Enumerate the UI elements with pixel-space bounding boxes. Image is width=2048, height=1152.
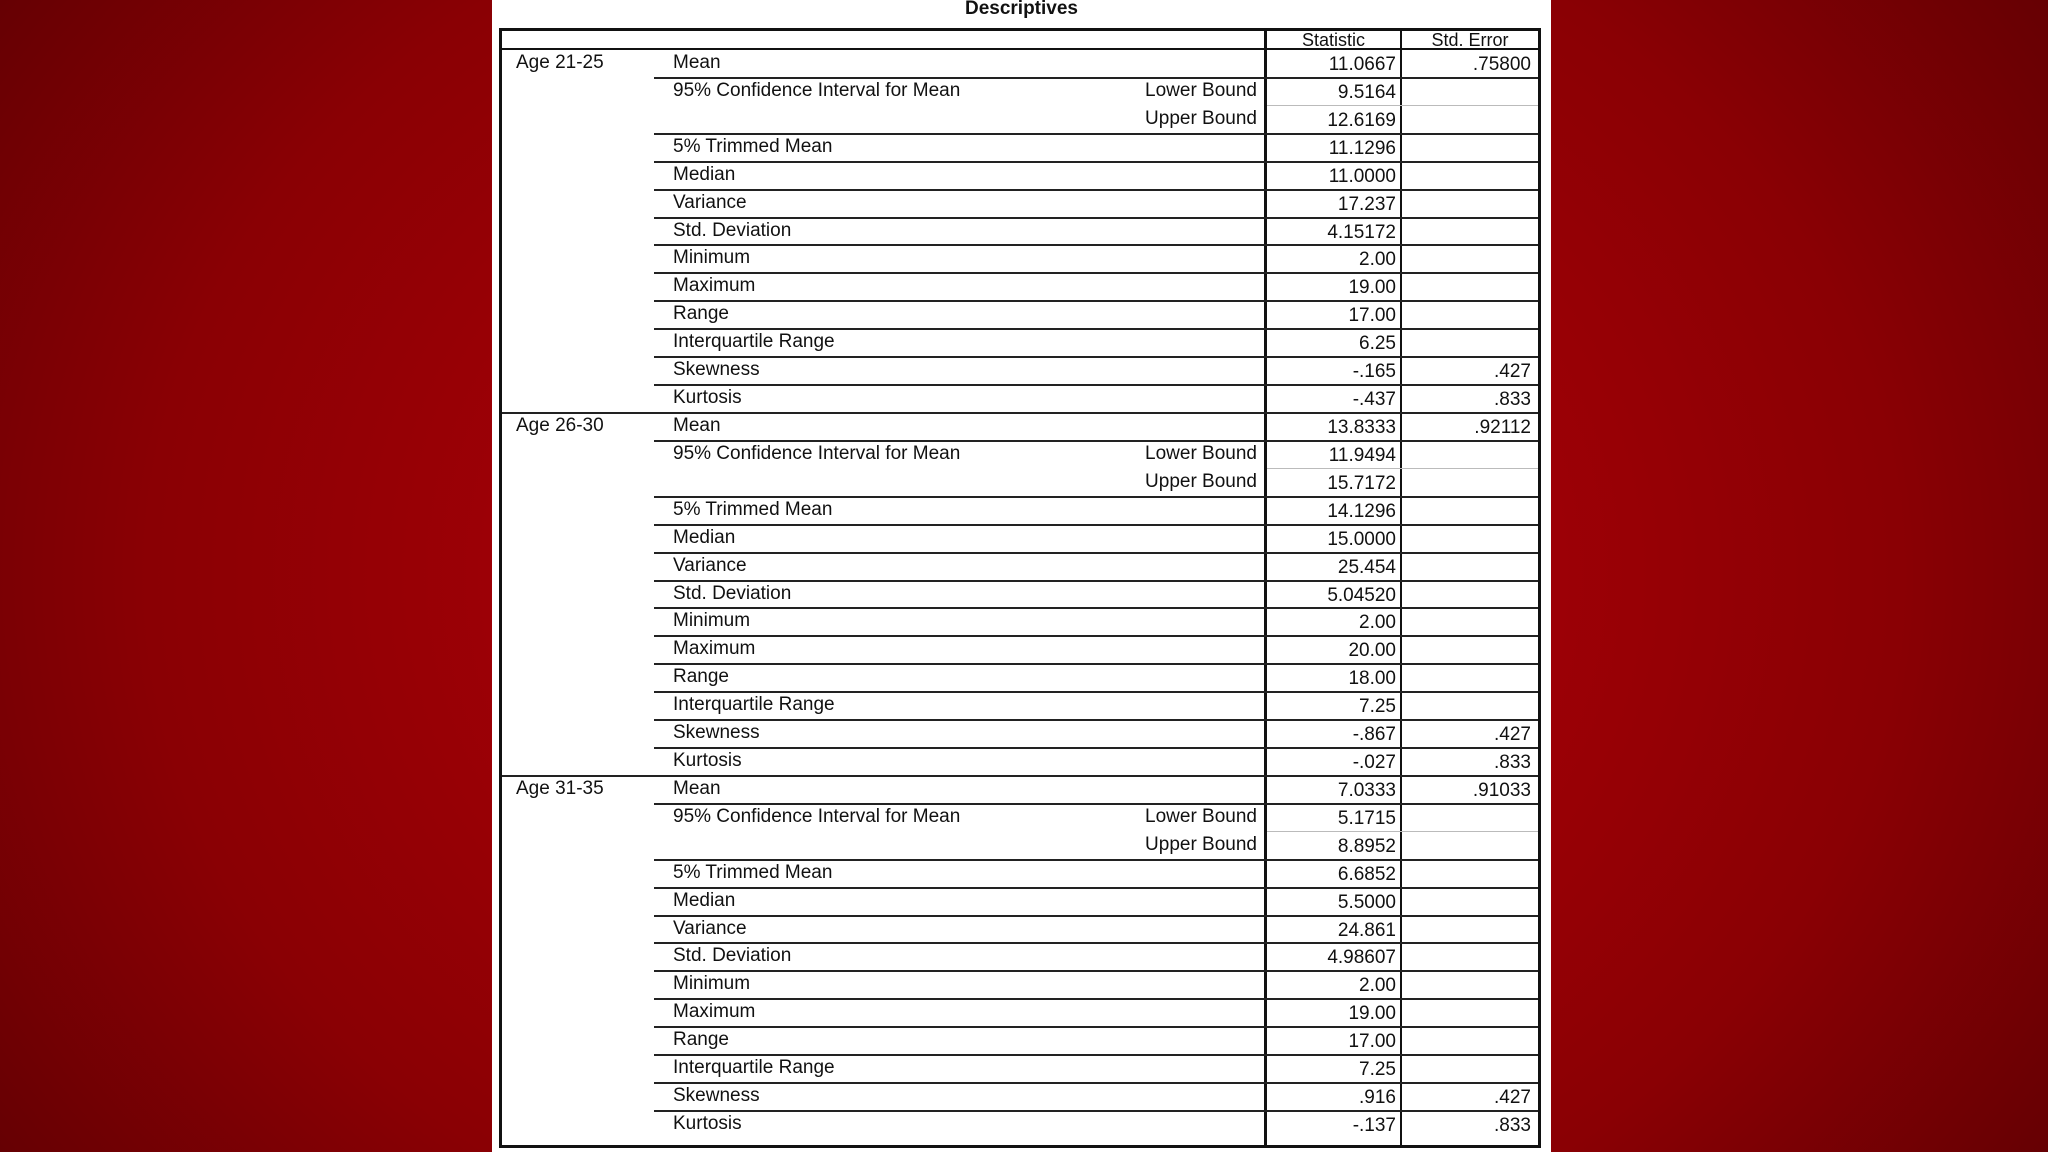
statistic-value: 19.00 (1348, 1003, 1396, 1025)
statistic-value: -.027 (1352, 752, 1396, 773)
bound-label (1101, 887, 1257, 915)
row-label: Mean (673, 777, 721, 799)
statistic-value: 24.861 (1337, 919, 1396, 941)
std-error-value (1402, 302, 1531, 330)
bound-label: Upper Bound (1145, 470, 1257, 492)
row-label: 95% Confidence Interval for Mean (673, 79, 961, 101)
statistic-value: -.137 (1352, 1115, 1396, 1136)
bound-label (1101, 859, 1257, 887)
bound-label (1101, 663, 1257, 691)
bound-label (1101, 998, 1257, 1026)
statistic-column-header: Statistic (1301, 30, 1366, 50)
row-label: 5% Trimmed Mean (673, 498, 833, 520)
row-label: Maximum (673, 1001, 756, 1023)
row-label: Skewness (673, 359, 760, 381)
statistic-value: 11.1296 (1328, 137, 1396, 159)
bound-label (1101, 915, 1257, 943)
std-error-value: .427 (1494, 361, 1531, 383)
statistic-value: 11.0667 (1328, 54, 1396, 75)
descriptives-sheet (492, 0, 1551, 1152)
statistic-value: 19.00 (1348, 277, 1396, 299)
row-label: Kurtosis (673, 1113, 742, 1134)
statistic-value: 17.00 (1348, 305, 1396, 327)
std-error-value (1402, 609, 1531, 637)
statistic-value: -.437 (1352, 389, 1396, 410)
statistic-value: 6.6852 (1337, 863, 1396, 885)
statistic-value: 2.00 (1359, 612, 1396, 634)
bound-label (1101, 217, 1257, 245)
row-label: 5% Trimmed Mean (673, 861, 833, 883)
statistic-value: 5.1715 (1337, 807, 1396, 829)
statistic-value: 13.8333 (1327, 417, 1396, 438)
std-error-value (1402, 191, 1531, 219)
bound-label (1101, 328, 1257, 356)
statistic-value: .916 (1359, 1087, 1396, 1108)
bound-label (1101, 49, 1257, 77)
statistic-value: 12.6169 (1327, 109, 1396, 131)
statistic-value: 8.8952 (1337, 835, 1396, 857)
bound-label (1101, 942, 1257, 970)
row-label: Median (673, 526, 736, 548)
std-error-value (1402, 833, 1531, 861)
std-error-value (1402, 1000, 1531, 1028)
std-error-value (1402, 246, 1531, 274)
row-label: Minimum (673, 973, 751, 995)
statistic-value: 17.00 (1348, 1031, 1396, 1053)
row-label: Mean (673, 52, 721, 73)
std-error-value (1402, 163, 1531, 191)
bound-label (1101, 356, 1257, 384)
statistic-value: -.867 (1352, 724, 1396, 746)
std-error-value: .75800 (1472, 54, 1531, 75)
bound-label (1101, 300, 1257, 328)
row-label: Maximum (673, 275, 756, 297)
table-title: Descriptives (964, 0, 1078, 19)
row-label: Range (673, 1029, 729, 1051)
std-error-value (1402, 219, 1531, 247)
std-error-value (1402, 470, 1531, 498)
row-label: 95% Confidence Interval for Mean (673, 442, 961, 464)
row-label: Interquartile Range (673, 331, 835, 353)
std-error-value (1402, 330, 1531, 358)
std-error-value (1402, 554, 1531, 582)
row-label: Minimum (673, 610, 751, 632)
row-label: Kurtosis (673, 387, 742, 408)
row-label: 95% Confidence Interval for Mean (673, 805, 961, 827)
statistic-value: 14.1296 (1327, 500, 1396, 522)
statistic-value: 5.5000 (1337, 891, 1396, 913)
std-error-value: .91033 (1472, 779, 1531, 801)
std-error-value (1402, 861, 1531, 889)
descriptives-table (499, 28, 1541, 1148)
bound-label (1101, 635, 1257, 663)
bound-label (1101, 524, 1257, 552)
bound-label (1101, 133, 1257, 161)
statistic-value: 2.00 (1359, 975, 1396, 997)
statistic-value: 11.0000 (1328, 165, 1396, 187)
std-error-value: .833 (1494, 752, 1531, 773)
std-error-value (1402, 889, 1531, 917)
statistic-value: 11.9494 (1328, 444, 1396, 466)
std-error-value (1402, 917, 1531, 945)
statistic-value: 5.04520 (1327, 584, 1396, 606)
bound-label: Lower Bound (1145, 442, 1257, 464)
bound-label (1101, 161, 1257, 189)
statistic-value: 9.5164 (1337, 81, 1396, 103)
std-error-value (1402, 498, 1531, 526)
statistic-value: 7.0333 (1337, 779, 1396, 801)
row-divider (1267, 831, 1538, 832)
row-label: Skewness (673, 722, 760, 744)
std-error-value (1402, 805, 1531, 833)
bound-label (1101, 607, 1257, 635)
statistic-value: 15.0000 (1327, 528, 1396, 550)
std-error-value (1402, 972, 1531, 1000)
bound-label (1101, 1082, 1257, 1110)
std-error-value (1402, 107, 1531, 135)
statistic-value: 18.00 (1348, 668, 1396, 690)
bound-label (1101, 272, 1257, 300)
bound-label (1101, 580, 1257, 608)
row-label: Std. Deviation (673, 582, 792, 604)
std-error-value (1402, 442, 1531, 470)
row-label: Interquartile Range (673, 694, 835, 716)
std-error-value (1402, 1056, 1531, 1084)
row-label: Interquartile Range (673, 1057, 835, 1079)
statistic-value: 7.25 (1359, 696, 1396, 718)
std-error-value (1402, 693, 1531, 721)
statistic-value: 20.00 (1348, 640, 1396, 662)
statistic-value: 15.7172 (1327, 472, 1396, 494)
statistic-value: 17.237 (1337, 193, 1396, 215)
row-label: Maximum (673, 638, 756, 660)
bound-label (1101, 1026, 1257, 1054)
bound-label (1101, 384, 1257, 412)
row-label: Median (673, 163, 736, 185)
std-error-value (1402, 274, 1531, 302)
bound-label: Upper Bound (1145, 833, 1257, 855)
row-label: Mean (673, 415, 721, 436)
bound-label (1101, 244, 1257, 272)
bound-label (1101, 1110, 1257, 1138)
row-label: Skewness (673, 1085, 760, 1106)
row-divider (1267, 468, 1538, 469)
bound-label (1101, 747, 1257, 775)
std-error-value (1402, 135, 1531, 163)
row-label: Variance (673, 191, 747, 213)
row-label: Median (673, 889, 736, 911)
bound-label (1101, 970, 1257, 998)
std-error-value: .833 (1494, 1115, 1531, 1136)
std-error-value (1402, 1028, 1531, 1056)
row-label: 5% Trimmed Mean (673, 135, 833, 157)
statistic-value: 2.00 (1359, 249, 1396, 271)
bound-label (1101, 412, 1257, 440)
bound-label: Lower Bound (1145, 805, 1257, 827)
row-label: Std. Deviation (673, 219, 792, 241)
group-label: Age 31-35 (516, 777, 604, 799)
statistic-value: -.165 (1352, 361, 1396, 383)
row-label: Variance (673, 554, 747, 576)
bound-label (1101, 496, 1257, 524)
bound-label (1101, 719, 1257, 747)
bound-label (1101, 552, 1257, 580)
std-error-value (1402, 79, 1531, 107)
statistic-value: 25.454 (1337, 556, 1396, 578)
row-divider (1267, 105, 1538, 106)
statistic-value: 7.25 (1359, 1059, 1396, 1081)
bound-label (1101, 1054, 1257, 1082)
std-error-value: .92112 (1474, 417, 1531, 438)
bound-label: Upper Bound (1145, 107, 1257, 129)
std-error-value (1402, 637, 1531, 665)
row-label: Range (673, 303, 729, 325)
row-label: Range (673, 666, 729, 688)
bound-label: Lower Bound (1145, 79, 1257, 101)
std-error-value (1402, 582, 1531, 610)
std-error-value (1402, 944, 1531, 972)
row-label: Variance (673, 917, 747, 939)
std-error-value: .833 (1494, 389, 1531, 410)
group-label: Age 26-30 (516, 415, 604, 436)
bound-label (1101, 189, 1257, 217)
std-error-value: .427 (1494, 1087, 1531, 1108)
statistic-value: 6.25 (1359, 333, 1396, 355)
statistic-value: 4.15172 (1327, 221, 1396, 243)
statistic-value: 4.98607 (1327, 947, 1396, 969)
group-label: Age 21-25 (516, 52, 604, 73)
row-label: Kurtosis (673, 750, 742, 771)
bound-label (1101, 691, 1257, 719)
bound-label (1101, 775, 1257, 803)
std-error-value (1402, 665, 1531, 693)
row-label: Std. Deviation (673, 945, 792, 967)
row-label: Minimum (673, 247, 751, 269)
std-error-value (1402, 526, 1531, 554)
std-error-column-header: Std. Error (1431, 30, 1509, 50)
std-error-value: .427 (1494, 724, 1531, 746)
